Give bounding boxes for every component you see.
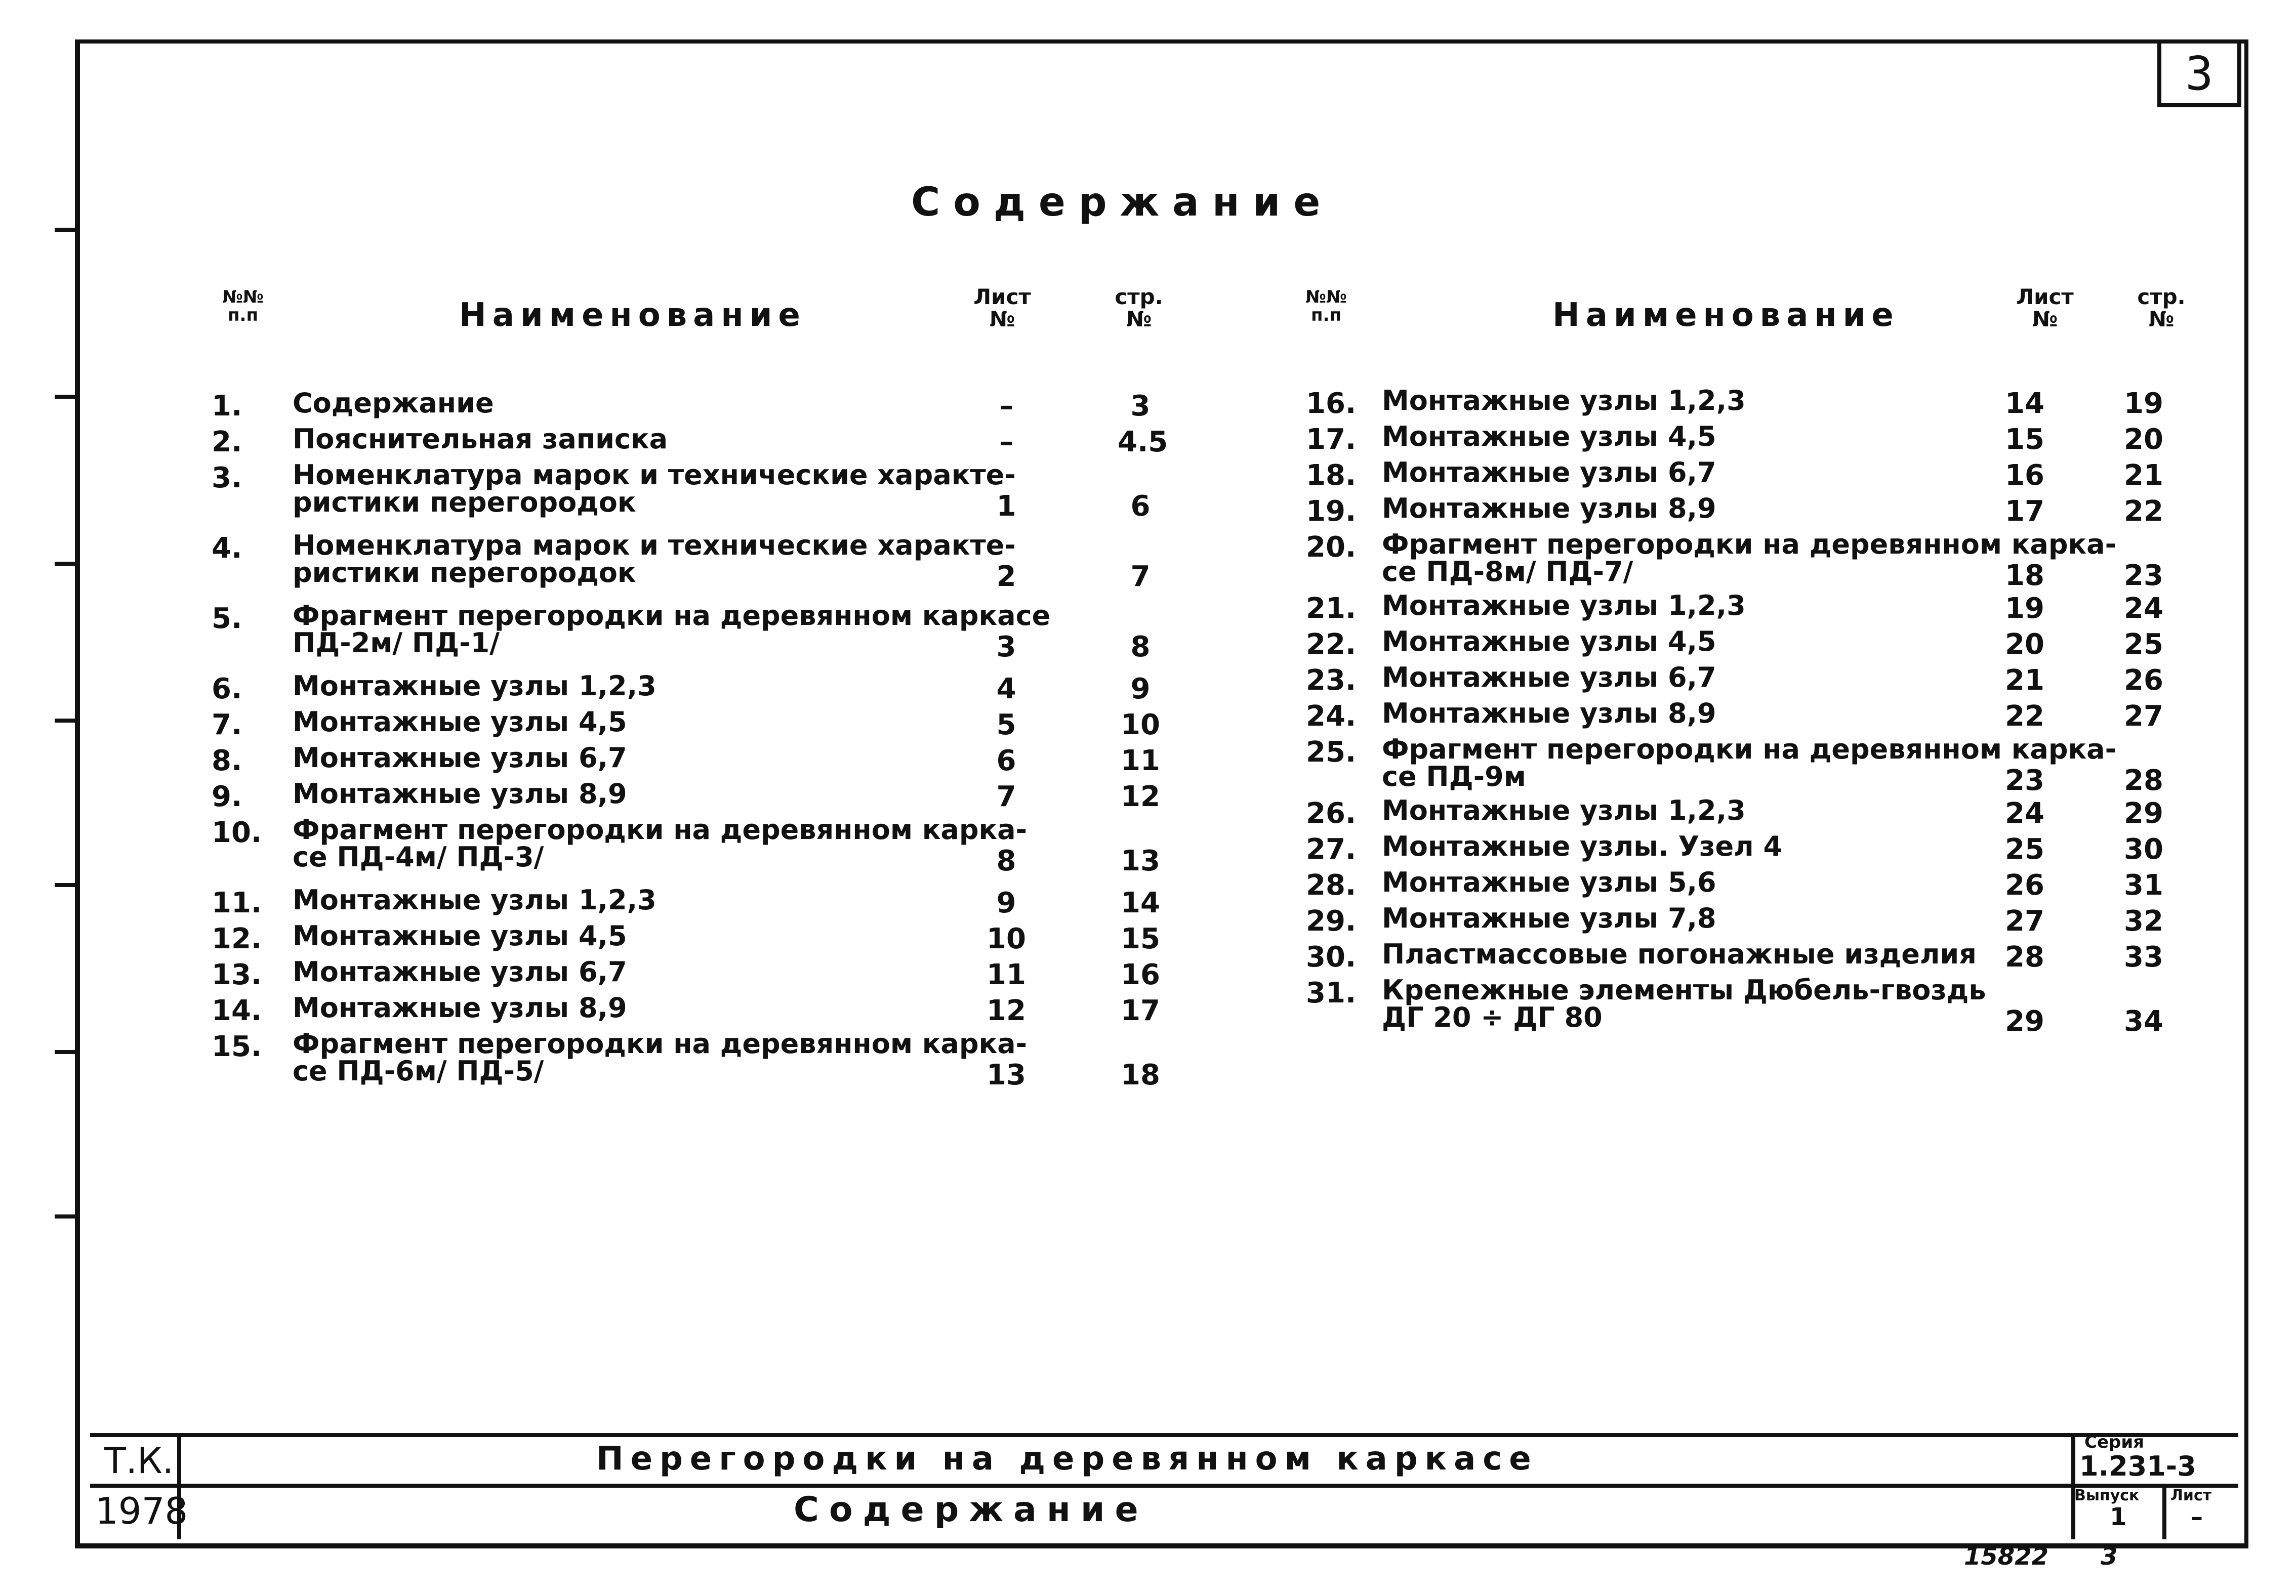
row-sheet: 24 <box>2005 797 2044 830</box>
row-page: 7 <box>1130 560 1151 593</box>
row-name-line: Монтажные узлы 8,9 <box>293 778 627 810</box>
stamp-project: Перегородки на деревянном каркасе <box>596 1440 1538 1478</box>
row-page: 14 <box>1121 887 1160 919</box>
row-page: 11 <box>1121 744 1160 777</box>
row-page: 20 <box>2124 423 2163 456</box>
margin-tick <box>55 395 77 399</box>
row-page: 4.5 <box>1118 426 1168 458</box>
row-name-line: Монтажные узлы 1,2,3 <box>293 670 657 702</box>
contents-row <box>1306 974 2182 1038</box>
stamp-line <box>90 1484 2238 1488</box>
row-sheet: 9 <box>996 887 1016 919</box>
row-page: 23 <box>2124 559 2163 592</box>
header-no-right: №№ п.п <box>1305 287 1347 325</box>
contents-row <box>212 459 1178 523</box>
row-page: 15 <box>1121 922 1160 955</box>
margin-tick <box>55 1050 77 1054</box>
row-name-line: Монтажные узлы 6,7 <box>1382 456 1716 488</box>
stamp-line <box>2162 1484 2166 1539</box>
row-number: 15. <box>212 1030 262 1063</box>
row-name-line: Пластмассовые погонажные изделия <box>1382 938 1977 970</box>
row-sheet: 25 <box>2005 833 2044 866</box>
row-name-line: Монтажные узлы 8,9 <box>1382 492 1716 524</box>
row-sheet: 29 <box>2005 1005 2044 1038</box>
row-page: 22 <box>2124 495 2163 528</box>
row-name-line: Фрагмент перегородки на деревянном каркасе <box>293 600 1051 632</box>
row-sheet: 1 <box>996 490 1016 523</box>
header-page: стр. № <box>1115 284 1163 332</box>
row-number: 14. <box>212 994 262 1027</box>
stamp-sheet-label: Лист <box>2170 1487 2212 1504</box>
row-name-line: Монтажные узлы 1,2,3 <box>1382 794 1746 826</box>
row-name-line: Номенклатура марок и технические характе- <box>293 529 1016 561</box>
row-sheet: 13 <box>987 1059 1026 1091</box>
row-page: 28 <box>2124 764 2163 797</box>
sheet-number-box <box>2157 39 2241 107</box>
row-name <box>293 387 494 419</box>
row-name-line: Монтажные узлы 4,5 <box>293 706 627 738</box>
row-name <box>1382 492 1716 524</box>
row-number: 8. <box>212 744 242 777</box>
row-page: 18 <box>1121 1059 1160 1091</box>
row-number: 28. <box>1306 869 1357 902</box>
row-name-line: Монтажные узлы 4,5 <box>293 920 627 952</box>
row-number: 17. <box>1306 423 1357 456</box>
row-page: 27 <box>2124 700 2163 733</box>
row-page: 12 <box>1121 780 1160 813</box>
row-page: 29 <box>2124 797 2163 830</box>
row-number: 24. <box>1306 700 1357 733</box>
page-title: Содержание <box>911 180 1334 225</box>
footer-page: 3 <box>2101 1542 2118 1571</box>
row-name-line: Монтажные узлы 7,8 <box>1382 902 1716 934</box>
row-name-line: Фрагмент перегородки на деревянном карка- <box>1382 733 2117 765</box>
row-sheet: 12 <box>987 994 1026 1027</box>
row-name <box>1382 661 1716 693</box>
row-name <box>1382 830 1783 862</box>
row-sheet: – <box>999 390 1013 423</box>
row-name <box>1382 387 1746 414</box>
row-name <box>293 1030 1027 1085</box>
row-name-line: се ПД-6м/ ПД-5/ <box>293 1055 544 1087</box>
row-name-line: Монтажные узлы 1,2,3 <box>1382 590 1746 621</box>
row-number: 29. <box>1306 905 1357 938</box>
contents-row <box>1306 528 2182 592</box>
row-name <box>1382 902 1716 934</box>
contents-row <box>212 600 1178 663</box>
contents-row <box>212 1028 1178 1091</box>
row-number: 9. <box>212 780 242 813</box>
row-name-line: Фрагмент перегородки на деревянном карка- <box>1382 528 2117 560</box>
row-page: 31 <box>2124 869 2163 902</box>
row-name <box>293 423 668 455</box>
row-name <box>1382 794 1746 826</box>
row-name-line: ПД-2м/ ПД-1/ <box>293 627 500 659</box>
row-name-line: се ПД-4м/ ПД-3/ <box>293 841 544 873</box>
stamp-series: 1.231-3 <box>2079 1450 2196 1482</box>
row-sheet: 6 <box>996 744 1016 777</box>
row-number: 10. <box>212 816 262 849</box>
margin-tick <box>55 562 77 566</box>
row-sheet: 8 <box>996 845 1016 877</box>
margin-tick <box>55 228 77 232</box>
row-sheet: 15 <box>2005 423 2044 456</box>
row-name <box>293 708 627 736</box>
row-name-line: Монтажные узлы 4,5 <box>1382 421 1716 452</box>
row-number: 3. <box>212 461 242 494</box>
row-page: 10 <box>1121 708 1160 741</box>
row-sheet: 27 <box>2005 905 2044 938</box>
row-sheet: 11 <box>987 958 1026 991</box>
row-page: 16 <box>1121 958 1160 991</box>
stamp-org: Т.К. <box>104 1440 174 1482</box>
row-name <box>1382 592 1746 619</box>
header-page-right: стр. № <box>2137 284 2186 332</box>
row-number: 21. <box>1306 592 1357 625</box>
row-name-line: Монтажные узлы 6,7 <box>1382 661 1716 693</box>
row-sheet: 19 <box>2005 592 2044 625</box>
row-sheet: 5 <box>996 708 1016 741</box>
row-name <box>1382 938 1977 970</box>
row-name-line: Монтажные узлы 5,6 <box>1382 866 1716 898</box>
row-number: 11. <box>212 887 262 919</box>
row-name <box>293 994 627 1022</box>
row-page: 13 <box>1121 845 1160 877</box>
stamp-line <box>2071 1433 2075 1539</box>
row-number: 26. <box>1306 797 1357 830</box>
row-name <box>293 958 627 986</box>
row-name <box>293 744 627 772</box>
row-sheet: 21 <box>2005 664 2044 697</box>
row-sheet: 22 <box>2005 700 2044 733</box>
row-number: 13. <box>212 958 262 991</box>
row-name-line: Крепежные элементы Дюбель-гвоздь <box>1382 974 1986 1006</box>
row-number: 16. <box>1306 387 1357 420</box>
margin-tick <box>55 719 77 723</box>
row-name <box>293 529 1016 589</box>
row-page: 9 <box>1130 673 1151 705</box>
row-name-line: Фрагмент перегородки на деревянном карка- <box>293 1028 1028 1060</box>
row-name-line: ристики перегородок <box>293 486 636 518</box>
row-name-line: Фрагмент перегородки на деревянном карка- <box>293 814 1028 846</box>
row-name <box>1382 423 1716 450</box>
row-number: 30. <box>1306 941 1357 974</box>
row-name <box>293 670 657 702</box>
row-name <box>1382 974 1986 1033</box>
stamp-line <box>90 1433 2238 1437</box>
row-page: 34 <box>2124 1005 2163 1038</box>
row-number: 12. <box>212 922 262 955</box>
stamp-doc: Содержание <box>794 1490 1149 1530</box>
margin-tick <box>55 883 77 887</box>
margin-tick <box>55 1214 77 1219</box>
contents-row <box>212 814 1178 877</box>
title-block <box>90 1433 2238 1539</box>
stamp-issue: 1 <box>2110 1503 2127 1531</box>
header-sheet: Лист № <box>973 284 1031 332</box>
row-number: 23. <box>1306 664 1357 697</box>
row-page: 26 <box>2124 664 2163 697</box>
row-name-line: ДГ 20 ÷ ДГ 80 <box>1382 1001 1603 1033</box>
row-page: 19 <box>2124 387 2163 420</box>
row-name-line: Номенклатура марок и технические характе- <box>293 459 1016 491</box>
row-sheet: 17 <box>2005 495 2044 528</box>
row-sheet: 23 <box>2005 764 2044 797</box>
row-number: 4. <box>212 532 242 565</box>
row-name-line: Пояснительная записка <box>293 423 668 455</box>
stamp-sheet: – <box>2191 1503 2203 1531</box>
header-name: Наименование <box>459 297 806 334</box>
row-name-line: Монтажные узлы 4,5 <box>1382 625 1716 657</box>
row-name-line: Содержание <box>293 387 494 419</box>
row-sheet: 4 <box>996 673 1016 705</box>
row-name <box>293 922 627 950</box>
row-number: 6. <box>212 673 242 705</box>
row-sheet: 2 <box>996 560 1016 593</box>
row-number: 5. <box>212 602 242 635</box>
row-name-line: Монтажные узлы 1,2,3 <box>293 884 657 916</box>
row-page: 6 <box>1130 490 1151 523</box>
row-page: 3 <box>1130 390 1151 423</box>
row-sheet: 18 <box>2005 559 2044 592</box>
row-page: 24 <box>2124 592 2163 625</box>
row-sheet: – <box>999 426 1013 458</box>
row-sheet: 7 <box>996 780 1016 813</box>
row-name-line: Монтажные узлы 6,7 <box>293 956 627 988</box>
row-name <box>1382 866 1716 898</box>
row-sheet: 26 <box>2005 869 2044 902</box>
row-page: 21 <box>2124 459 2163 492</box>
row-sheet: 10 <box>987 922 1026 955</box>
row-name-line: Монтажные узлы 6,7 <box>293 742 627 774</box>
row-number: 25. <box>1306 736 1357 769</box>
row-page: 32 <box>2124 905 2163 938</box>
row-name <box>293 461 1016 516</box>
row-number: 31. <box>1306 977 1357 1010</box>
row-name-line: Монтажные узлы. Узел 4 <box>1382 830 1783 862</box>
row-page: 33 <box>2124 941 2163 974</box>
row-sheet: 20 <box>2005 628 2044 661</box>
row-number: 7. <box>212 708 242 741</box>
row-number: 2. <box>212 426 242 458</box>
row-number: 27. <box>1306 833 1357 866</box>
row-name-line: Монтажные узлы 8,9 <box>293 992 627 1024</box>
row-name <box>293 884 657 916</box>
row-sheet: 3 <box>996 631 1016 663</box>
row-name-line: Монтажные узлы 1,2,3 <box>1382 385 1746 416</box>
contents-row <box>212 529 1178 593</box>
row-name <box>293 780 627 808</box>
row-name-line: ристики перегородок <box>293 557 636 589</box>
row-name-line: се ПД-9м <box>1382 761 1526 792</box>
row-name <box>1382 625 1716 657</box>
row-name <box>1382 697 1716 729</box>
stamp-series-label: Серия <box>2084 1432 2145 1452</box>
row-number: 18. <box>1306 459 1357 492</box>
row-page: 17 <box>1121 994 1160 1027</box>
row-name <box>293 816 1027 871</box>
row-sheet: 16 <box>2005 459 2044 492</box>
row-number: 19. <box>1306 495 1357 528</box>
row-name <box>1382 456 1716 488</box>
header-name-right: Наименование <box>1552 297 1900 334</box>
row-number: 1. <box>212 390 242 423</box>
archive-number: 15822 <box>1964 1542 2048 1571</box>
stamp-issue-label: Выпуск <box>2074 1487 2140 1504</box>
contents-row <box>1306 733 2182 797</box>
stamp-year: 1978 <box>95 1490 188 1532</box>
row-sheet: 14 <box>2005 387 2044 420</box>
header-sheet-right: Лист № <box>2016 284 2074 332</box>
row-page: 25 <box>2124 628 2163 661</box>
row-page: 30 <box>2124 833 2163 866</box>
row-page: 8 <box>1130 631 1151 663</box>
row-name-line: Монтажные узлы 8,9 <box>1382 697 1716 729</box>
sheet-number: 3 <box>2185 46 2213 101</box>
row-number: 22. <box>1306 628 1357 661</box>
header-no: №№ п.п <box>222 287 264 325</box>
row-number: 20. <box>1306 531 1357 564</box>
row-sheet: 28 <box>2005 941 2044 974</box>
row-name <box>293 602 1050 657</box>
row-name-line: се ПД-8м/ ПД-7/ <box>1382 556 1633 587</box>
